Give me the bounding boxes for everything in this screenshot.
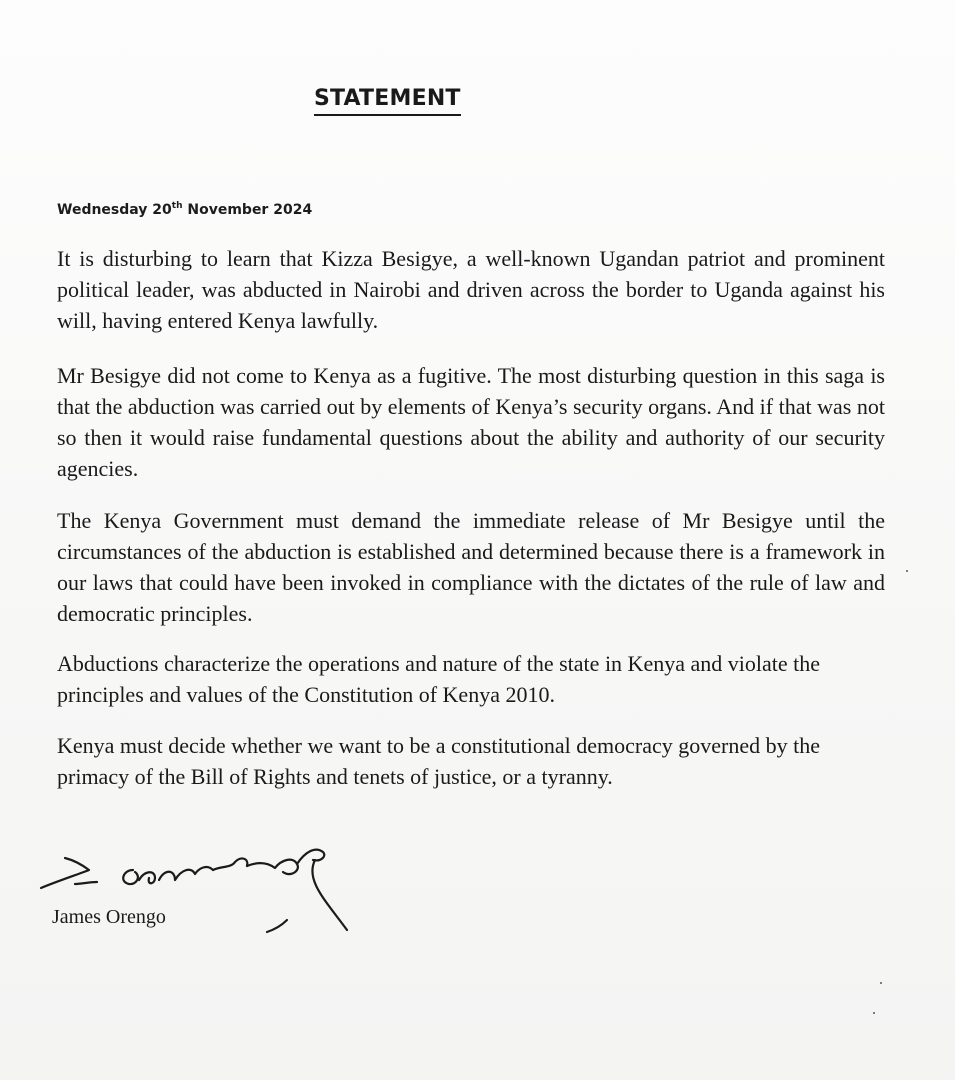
- paragraph-abduction: It is disturbing to learn that Kizza Besigye, a well-known Ugandan patriot and prominent political leader, was abducted in Nairobi and driven across the border to Uganda against his will, having entered Kenya lawfully.: [57, 246, 885, 333]
- paper-speck: [880, 982, 882, 984]
- paragraph-constitution: Abductions characterize the operations and nature of the state in Kenya and violate the principles and values of the Constitution of Kenya 2010.: [57, 651, 820, 707]
- paragraph-democracy: Kenya must decide whether we want to be a constitutional democracy governed by the primacy of the Bill of Rights and tenets of justice, or a tyranny.: [57, 733, 821, 789]
- date-month-year: November 2024: [187, 202, 313, 218]
- paper-speck: [873, 1012, 875, 1014]
- document-title: STATEMENT: [314, 86, 461, 116]
- signatory-name: James Orengo: [52, 906, 166, 928]
- paragraph-fugitive: Mr Besigye did not come to Kenya as a fugitive. The most disturbing question in this saga is that the abduction was carried out by elements of Kenya’s security organs. And if that was not so then it would raise fundamental questions about the ability and authority of our security agencies.: [57, 363, 885, 481]
- paragraph-government-demand: The Kenya Government must demand the immediate release of Mr Besigye until the circumstances of the abduction is established and determined because there is a framework in our laws that could have been invoked in compliance with the dictates of the rule of law and democratic principles.: [57, 508, 885, 626]
- date-weekday: Wednesday: [57, 202, 148, 218]
- date-day: 20: [152, 202, 172, 218]
- statement-date: [57, 200, 312, 220]
- paper-speck: [906, 570, 908, 572]
- date-suffix: th: [171, 201, 183, 211]
